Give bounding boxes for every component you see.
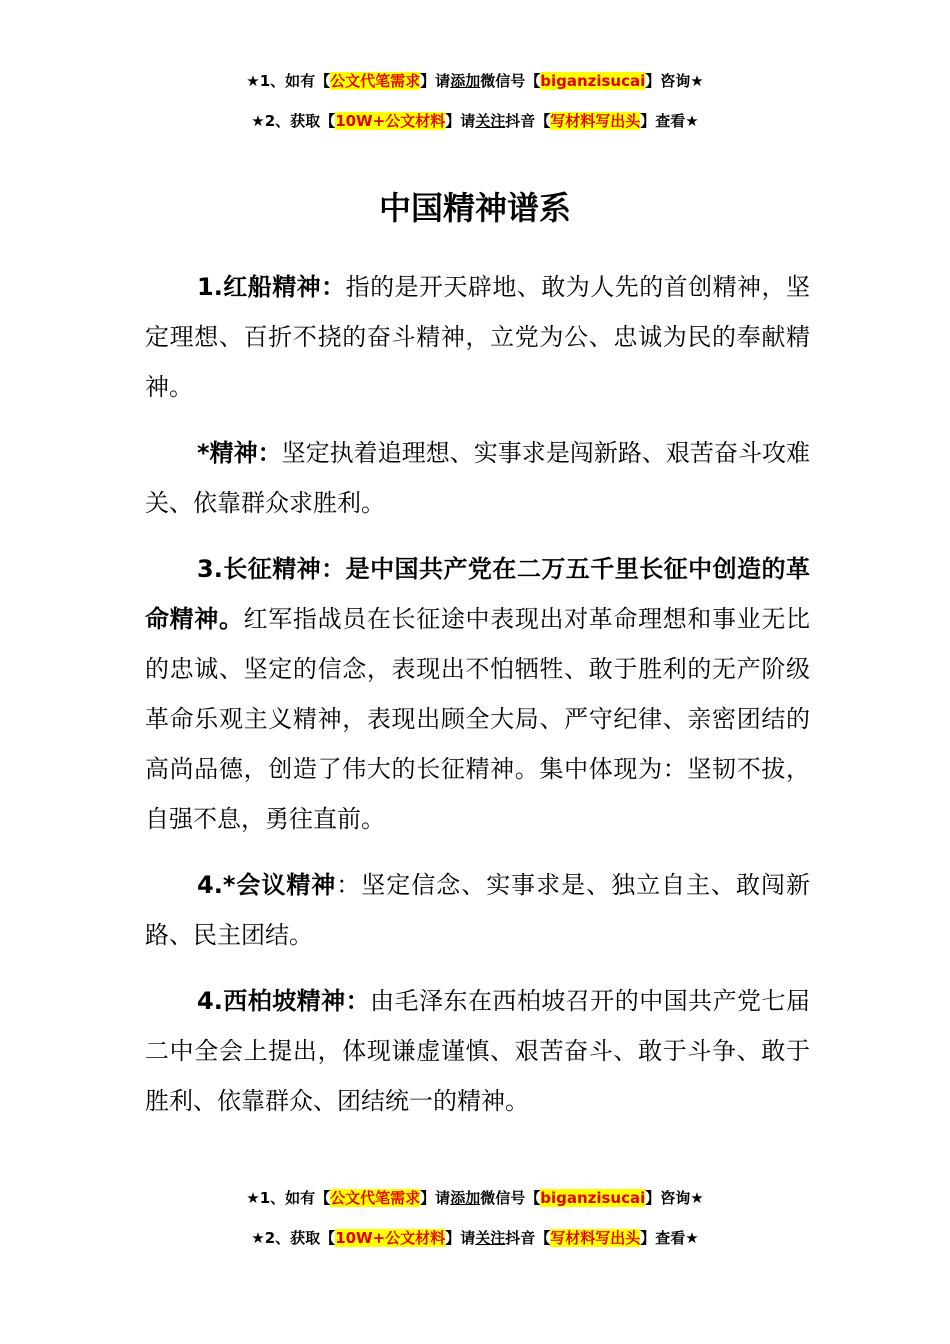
star-icon: ★ (251, 112, 265, 130)
star-icon: ★ (246, 72, 260, 90)
douyin-account: 写材料写出头 (550, 112, 641, 130)
paragraph-text: 红军指战员在长征途中表现出对革命理想和事业无比的忠诚、坚定的信念，表现出不怕牺牲、敢于胜利的无产阶级革命乐观主义精神，表现出顾全大局、严守纪律、亲密团结的高尚品德，创造了伟大的长征精神。集中体现为：坚韧不拔，自强不息，勇往直前。 (145, 605, 811, 833)
paragraph-bold-lead: 是中国共产党在二万五千里长征中创造的革命精神。 (145, 555, 810, 633)
paragraph-xibaipo (145, 976, 810, 1126)
highlight-materials: 10W+公文材料 (335, 112, 446, 130)
add-keyword: 添加 (450, 1189, 481, 1207)
follow-keyword: 关注 (475, 1229, 506, 1247)
paragraph-label: 1.红船精神： (197, 273, 346, 301)
highlight-service: 公文代笔需求 (330, 1189, 421, 1207)
star-icon: ★ (246, 1189, 260, 1207)
paragraph-text: 由毛泽东在西柏坡召开的中国共产党七届二中全会上提出，体现谦虚谨慎、艰苦奋斗、敢于斗争、敢于胜利、依靠群众、团结统一的精神。 (145, 987, 810, 1115)
wechat-id: biganzisucai (540, 72, 646, 90)
star-icon: ★ (251, 1229, 265, 1247)
document-body (145, 262, 810, 1142)
wechat-id: biganzisucai (540, 1189, 646, 1207)
paragraph-label: *精神： (197, 439, 282, 467)
paragraph-text: 指的是开天辟地、敢为人先的首创精神，坚定理想、百折不挠的奋斗精神，立党为公、忠诚为民的奉献精神。 (145, 273, 810, 401)
paragraph-label: 4.*会议精神 (197, 871, 337, 899)
footer-promo-line-1: ★1、如有【公文代笔需求】请添加微信号【biganzisucai】咨询★ (246, 1189, 704, 1207)
paragraph-label: 4.西柏坡精神： (197, 987, 371, 1015)
douyin-account: 写材料写出头 (550, 1229, 641, 1247)
highlight-service: 公文代笔需求 (330, 72, 421, 90)
paragraph-changzheng (145, 544, 810, 844)
add-keyword: 添加 (450, 72, 481, 90)
footer-promo-line-2: ★2、获取【10W+公文材料】请关注抖音【写材料写出头】查看★ (251, 1229, 699, 1247)
paragraph-text: 坚定执着追理想、实事求是闯新路、艰苦奋斗攻难关、依靠群众求胜利。 (145, 439, 810, 517)
page-title: 中国精神谱系 (378, 189, 571, 227)
paragraph-text: ：坚定信念、实事求是、独立自主、敢闯新路、民主团结。 (145, 871, 811, 949)
paragraph-label: 3.长征精神： (197, 555, 346, 583)
paragraph-huiyi (145, 860, 810, 960)
follow-keyword: 关注 (475, 112, 506, 130)
highlight-materials: 10W+公文材料 (335, 1229, 446, 1247)
paragraph-2 (145, 428, 810, 528)
header-promo-line-2: ★2、获取【10W+公文材料】请关注抖音【写材料写出头】查看★ (251, 112, 699, 130)
paragraph-hongchuan (145, 262, 810, 412)
header-promo-line-1: ★1、如有【公文代笔需求】请添加微信号【biganzisucai】咨询★ (246, 72, 704, 90)
